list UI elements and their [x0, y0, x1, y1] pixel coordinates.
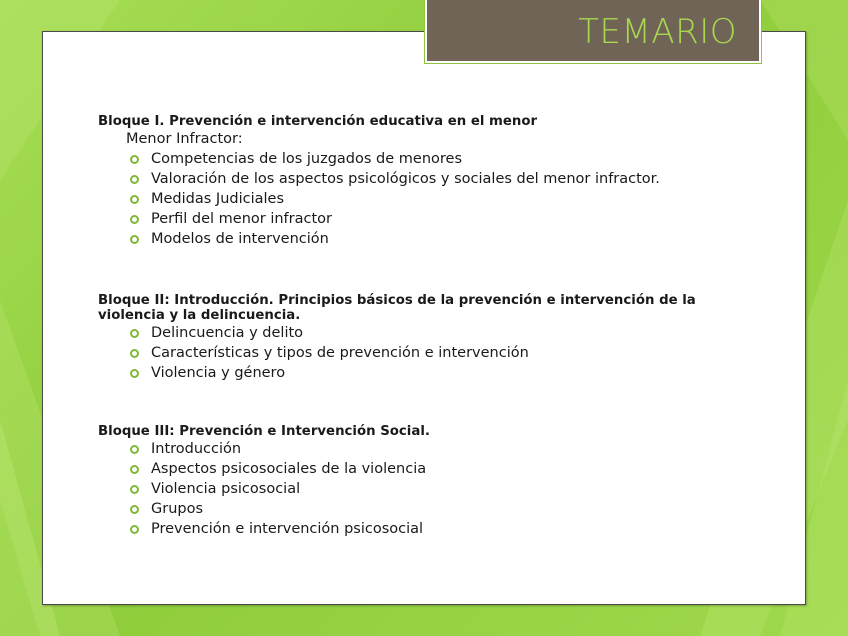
title-box: [425, 0, 761, 63]
list-item: Competencias de los juzgados de menores: [130, 149, 738, 169]
list-item: Violencia y género: [130, 363, 738, 383]
list-item: Aspectos psicosociales de la violencia: [130, 459, 738, 479]
bullet-icon: [130, 215, 139, 224]
list-item: Violencia psicosocial: [130, 479, 738, 499]
temario-content: [98, 114, 738, 539]
bullet-icon: [130, 505, 139, 514]
bullet-icon: [130, 175, 139, 184]
list-item: Perfil del menor infractor: [130, 209, 738, 229]
block-3-heading: Bloque III: Prevención e Intervención Social.: [98, 424, 430, 439]
list-item: Introducción: [130, 439, 738, 459]
block-1-subheading: Menor Infractor:: [126, 131, 243, 147]
bullet-icon: [130, 235, 139, 244]
list-item: Modelos de intervención: [130, 229, 738, 249]
bullet-icon: [130, 369, 139, 378]
list-item: Grupos: [130, 499, 738, 519]
bullet-icon: [130, 465, 139, 474]
bullet-icon: [130, 445, 139, 454]
list-item: Prevención e intervención psicosocial: [130, 519, 738, 539]
bullet-icon: [130, 329, 139, 338]
list-item: Medidas Judiciales: [130, 189, 738, 209]
block-3-list: [98, 439, 738, 539]
bullet-icon: [130, 485, 139, 494]
list-item: Delincuencia y delito: [130, 323, 738, 343]
list-item: Valoración de los aspectos psicológicos y sociales del menor infractor.: [130, 169, 738, 189]
block-2-heading: Bloque II: Introducción. Principios básicos de la prevención e intervención de la violencia y la delincuencia.: [98, 293, 696, 323]
bullet-icon: [130, 349, 139, 358]
block-1-list: [98, 149, 738, 249]
bullet-icon: [130, 155, 139, 164]
block-1-heading: Bloque I. Prevención e intervención educativa en el menor: [98, 114, 538, 129]
block-2-list: [98, 323, 738, 383]
list-item: Características y tipos de prevención e intervención: [130, 343, 738, 363]
bullet-icon: [130, 195, 139, 204]
bullet-icon: [130, 525, 139, 534]
slide-title: TEMARIO: [578, 12, 737, 52]
